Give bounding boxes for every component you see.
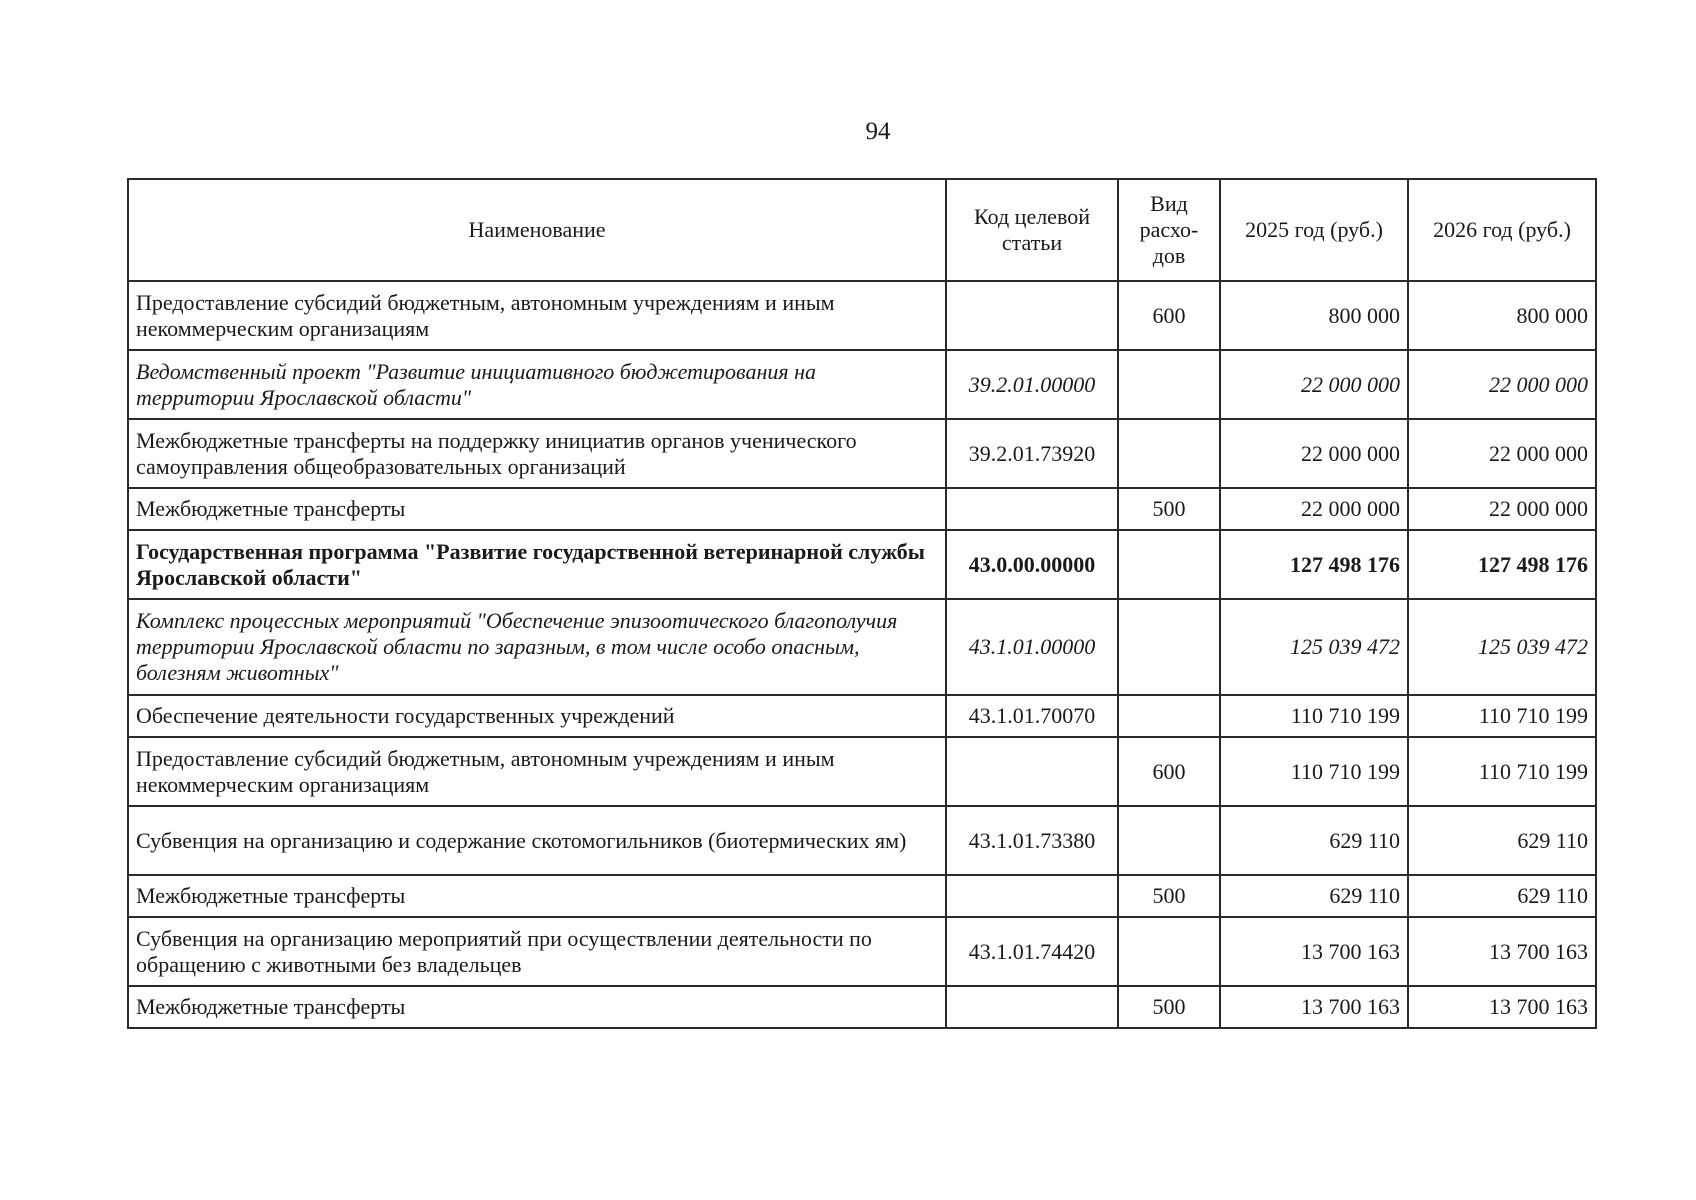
row-code: 43.1.01.73380 [946,806,1118,875]
row-amount-2026: 800 000 [1408,281,1596,350]
row-amount-2025: 13 700 163 [1220,986,1408,1028]
row-expense-type [1118,695,1220,737]
row-name: Предоставление субсидий бюджетным, автономным учреждениям и иным некоммерческим организациям [128,737,946,806]
row-amount-2025: 127 498 176 [1220,530,1408,599]
row-amount-2025: 800 000 [1220,281,1408,350]
header-row [128,179,1596,281]
row-amount-2026: 22 000 000 [1408,419,1596,488]
row-code [946,281,1118,350]
row-expense-type [1118,599,1220,695]
header-type: Вид расхо-дов [1118,179,1220,281]
header-2025: 2025 год (руб.) [1220,179,1408,281]
row-amount-2026: 629 110 [1408,806,1596,875]
row-name: Комплекс процессных мероприятий "Обеспечение эпизоотического благополучия территории Ярославской области по заразным, в том числе особо опасным, болезням животных" [128,599,946,695]
row-amount-2026: 125 039 472 [1408,599,1596,695]
row-name: Межбюджетные трансферты [128,875,946,917]
budget-table [127,178,1597,1029]
row-amount-2025: 629 110 [1220,806,1408,875]
page-number: 94 [865,118,891,145]
table-body [128,281,1596,1028]
header-code: Код целевой статьи [946,179,1118,281]
header-name: Наименование [128,179,946,281]
row-amount-2025: 125 039 472 [1220,599,1408,695]
row-code: 43.1.01.70070 [946,695,1118,737]
row-code: 43.0.00.00000 [946,530,1118,599]
row-amount-2025: 110 710 199 [1220,737,1408,806]
row-code: 43.1.01.00000 [946,599,1118,695]
table-row [128,488,1596,530]
row-amount-2026: 629 110 [1408,875,1596,917]
row-name: Государственная программа "Развитие государственной ветеринарной службы Ярославской области" [128,530,946,599]
row-code: 43.1.01.74420 [946,917,1118,986]
row-amount-2026: 13 700 163 [1408,917,1596,986]
table-header [128,179,1596,281]
row-code: 39.2.01.73920 [946,419,1118,488]
row-name: Ведомственный проект "Развитие инициативного бюджетирования на территории Ярославской области" [128,350,946,419]
table-row [128,695,1596,737]
row-amount-2025: 22 000 000 [1220,488,1408,530]
table-row [128,419,1596,488]
table-row [128,806,1596,875]
row-name: Межбюджетные трансферты [128,488,946,530]
row-expense-type [1118,530,1220,599]
row-name: Субвенция на организацию и содержание скотомогильников (биотермических ям) [128,806,946,875]
row-amount-2026: 127 498 176 [1408,530,1596,599]
row-name: Межбюджетные трансферты [128,986,946,1028]
row-expense-type: 600 [1118,737,1220,806]
row-expense-type: 500 [1118,875,1220,917]
row-amount-2026: 13 700 163 [1408,986,1596,1028]
row-amount-2026: 110 710 199 [1408,695,1596,737]
row-code: 39.2.01.00000 [946,350,1118,419]
row-amount-2026: 110 710 199 [1408,737,1596,806]
row-expense-type: 500 [1118,986,1220,1028]
table-row [128,530,1596,599]
row-amount-2026: 22 000 000 [1408,350,1596,419]
row-name: Межбюджетные трансферты на поддержку инициатив органов ученического самоуправления общеобразовательных организаций [128,419,946,488]
row-name: Субвенция на организацию мероприятий при осуществлении деятельности по обращению с животными без владельцев [128,917,946,986]
table-row [128,986,1596,1028]
row-amount-2025: 110 710 199 [1220,695,1408,737]
row-expense-type [1118,419,1220,488]
row-amount-2026: 22 000 000 [1408,488,1596,530]
table-row [128,917,1596,986]
row-code [946,488,1118,530]
row-expense-type: 500 [1118,488,1220,530]
row-amount-2025: 22 000 000 [1220,350,1408,419]
header-2026: 2026 год (руб.) [1408,179,1596,281]
row-name: Обеспечение деятельности государственных учреждений [128,695,946,737]
table-row [128,875,1596,917]
row-code [946,986,1118,1028]
row-code [946,875,1118,917]
row-expense-type: 600 [1118,281,1220,350]
row-code [946,737,1118,806]
row-expense-type [1118,917,1220,986]
row-expense-type [1118,350,1220,419]
row-name: Предоставление субсидий бюджетным, автономным учреждениям и иным некоммерческим организациям [128,281,946,350]
table-row [128,350,1596,419]
row-amount-2025: 13 700 163 [1220,917,1408,986]
row-amount-2025: 22 000 000 [1220,419,1408,488]
table-row [128,737,1596,806]
row-amount-2025: 629 110 [1220,875,1408,917]
table-row [128,599,1596,695]
row-expense-type [1118,806,1220,875]
table-row [128,281,1596,350]
